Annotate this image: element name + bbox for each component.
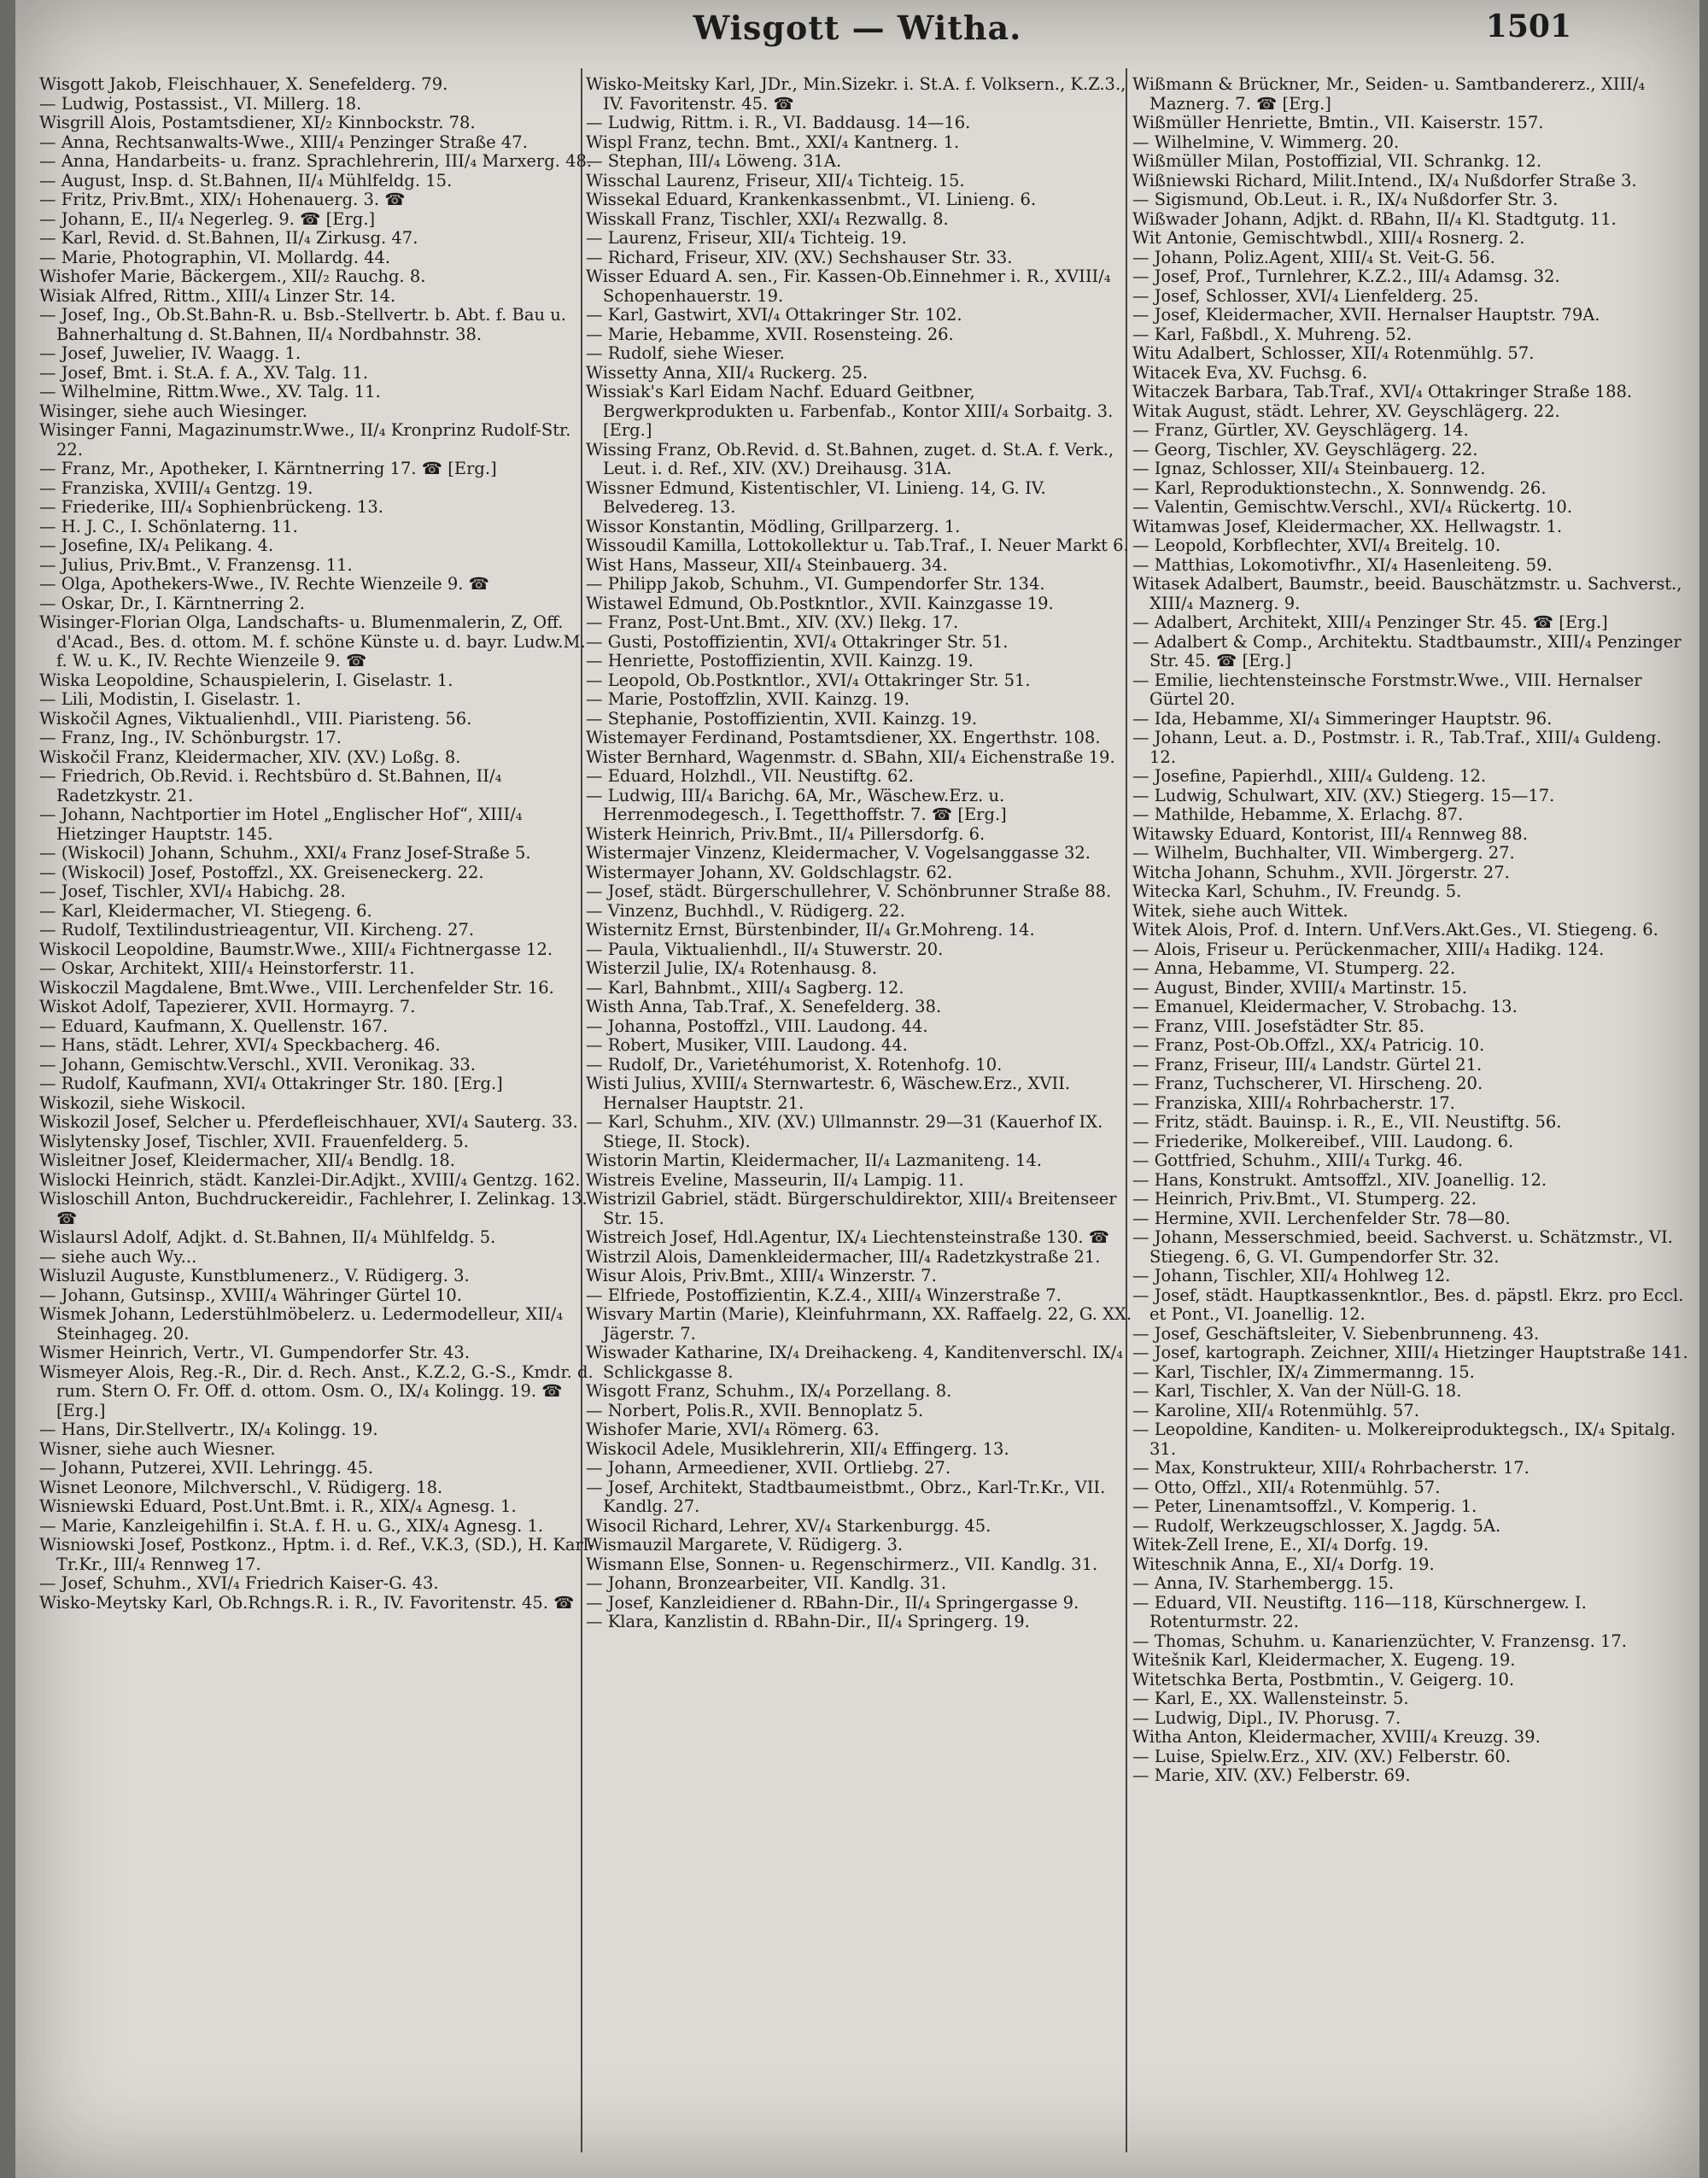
- directory-entry: — Ida, Hebamme, XI/₄ Simmeringer Hauptstr. 96.: [1132, 708, 1553, 729]
- directory-entry: — Karl, Gastwirt, XVI/₄ Ottakringer Str. 102.: [586, 305, 962, 325]
- directory-entry: — Matthias, Lokomotivfhr., XI/₄ Hasenleiteng. 59.: [1132, 554, 1553, 575]
- directory-entry: Wiskozil Josef, Selcher u. Pferdefleischhauer, XVI/₄ Sauterg. 33.: [39, 1112, 578, 1132]
- directory-entry: — Ludwig, Postassist., VI. Millerg. 18.: [39, 93, 362, 114]
- directory-entry: Wistreich Josef, Hdl.Agentur, IX/₄ Liechtensteinstraße 130. ☎: [586, 1227, 1110, 1247]
- directory-entry: Wisth Anna, Tab.Traf., X. Senefelderg. 38.: [586, 997, 942, 1016]
- directory-entry: — Karl, Tischler, IX/₄ Zimmermanng. 15.: [1132, 1361, 1475, 1382]
- directory-entry: — Henriette, Postoffizientin, XVII. Kainzg. 19.: [586, 651, 974, 670]
- directory-entry: Wißmüller Milan, Postoffizial, VII. Schrankg. 12.: [1132, 151, 1542, 171]
- directory-entry: — H. J. C., I. Schönlaterng. 11.: [39, 516, 298, 536]
- directory-entry: Wistermayer Johann, XV. Goldschlagstr. 62.: [586, 862, 953, 882]
- directory-entry: Wisleitner Josef, Kleidermacher, XII/₄ Bendlg. 18.: [39, 1150, 455, 1170]
- directory-entry: — Stephanie, Postoffizientin, XVII. Kainzg. 19.: [586, 708, 978, 729]
- directory-entry: Wissiak's Karl Eidam Nachf. Eduard Geitbner, Bergwerkprodukten u. Farbenfab., Kontor XIII/₄ Sorbaitg. 3. [Erg.]: [586, 382, 1114, 440]
- directory-entry: — Johann, Gutsinsp., XVIII/₄ Währinger Gürtel 10.: [39, 1285, 462, 1305]
- directory-entry: — Josef, Ing., Ob.St.Bahn-R. u. Bsb.-Stellvertr. b. Abt. f. Bau u. Bahnerhaltung d. St.Bahnen, II/₄ Nordbahnstr. 38.: [39, 305, 566, 344]
- directory-entry: Wisinger-Florian Olga, Landschafts- u. Blumenmalerin, Z, Off. d'Acad., Bes. d. ottom. M. f. schöne Künste u. d. bayr. Ludw.M. f. W. u. K., IV. Rechte Wienzeile 9. ☎: [39, 612, 586, 670]
- directory-entry: — Eduard, VII. Neustiftg. 116—118, Kürschnergew. I. Rotenturmstr. 22.: [1132, 1592, 1587, 1631]
- directory-entry: — Wilhelmine, V. Wimmerg. 20.: [1132, 132, 1400, 152]
- directory-entry: Wispl Franz, techn. Bmt., XXI/₄ Kantnerg. 1.: [586, 132, 960, 152]
- directory-entry: Wisgott Franz, Schuhm., IX/₄ Porzellang. 8.: [586, 1381, 952, 1401]
- directory-entry: — Marie, Kanzleigehilfin i. St.A. f. H. u. G., XIX/₄ Agnesg. 1.: [39, 1515, 544, 1536]
- directory-entry: Wisterk Heinrich, Priv.Bmt., II/₄ Pillersdorfg. 6.: [586, 823, 986, 844]
- directory-entry: — Josef, kartograph. Zeichner, XIII/₄ Hietzinger Hauptstraße 141.: [1132, 1343, 1688, 1362]
- directory-entry: — Karl, Faßbdl., X. Muhreng. 52.: [1132, 324, 1413, 344]
- directory-entry: — Rudolf, Werkzeugschlosser, X. Jagdg. 5A.: [1132, 1515, 1501, 1536]
- directory-entry: Wisgott Jakob, Fleischhauer, X. Senefelderg. 79.: [39, 75, 448, 94]
- directory-entry: Wisloschill Anton, Buchdruckereidir., Fachlehrer, I. Zelinkag. 13. ☎: [39, 1189, 588, 1228]
- directory-entry: — Heinrich, Priv.Bmt., VI. Stumperg. 22.: [1132, 1189, 1477, 1209]
- directory-entry: — Marie, Hebamme, XVII. Rosensteing. 26.: [586, 324, 954, 344]
- directory-entry: — Marie, Postoffzlin, XVII. Kainzg. 19.: [586, 689, 910, 709]
- directory-entry: — Ludwig, III/₄ Barichg. 6A, Mr., Wäschew.Erz. u. Herrenmodegesch., I. Tegetthoffstr. 7. ☎ [Erg.]: [586, 785, 1007, 824]
- directory-entry: Wiskocil Adele, Musiklehrerin, XII/₄ Effingerg. 13.: [586, 1438, 1009, 1459]
- directory-entry: — Karl, E., XX. Wallensteinstr. 5.: [1132, 1689, 1409, 1708]
- directory-entry: — Karoline, XII/₄ Rotenmühlg. 57.: [1132, 1400, 1419, 1420]
- directory-entry: — Hans, Dir.Stellvertr., IX/₄ Kolingg. 19.: [39, 1420, 378, 1439]
- directory-entry: — Olga, Apothekers-Wwe., IV. Rechte Wienzeile 9. ☎: [39, 574, 489, 594]
- directory-entry: Witasek Adalbert, Baumstr., beeid. Bauschätzmstr. u. Sachverst., XIII/₄ Maznerg. 9.: [1132, 574, 1682, 613]
- directory-entry: — Julius, Priv.Bmt., V. Franzensg. 11.: [39, 554, 353, 575]
- directory-entry: Wislytensky Josef, Tischler, XVII. Frauenfelderg. 5.: [39, 1131, 470, 1151]
- directory-entry: — Josef, Tischler, XVI/₄ Habichg. 28.: [39, 881, 346, 901]
- directory-entry: Wisti Julius, XVIII/₄ Sternwartestr. 6, Wäschew.Erz., XVII. Hernalser Hauptstr. 21.: [586, 1074, 1071, 1113]
- directory-entry: Witacek Eva, XV. Fuchsg. 6.: [1132, 362, 1368, 383]
- directory-entry: — Josef, Kleidermacher, XVII. Hernalser Hauptstr. 79A.: [1132, 305, 1600, 325]
- directory-entry: — Franz, Mr., Apotheker, I. Kärntnerring 17. ☎ [Erg.]: [39, 459, 497, 478]
- directory-entry: Wismann Else, Sonnen- u. Regenschirmerz., VII. Kandlg. 31.: [586, 1554, 1098, 1574]
- directory-entry: Wisluzil Auguste, Kunstblumenerz., V. Rüdigerg. 3.: [39, 1266, 470, 1285]
- directory-entry: — Franz, Ing., IV. Schönburgstr. 17.: [39, 728, 342, 747]
- directory-entry: — Karl, Bahnbmt., XIII/₄ Sagberg. 12.: [586, 977, 904, 998]
- directory-entry: — Johann, Messerschmied, beeid. Sachverst. u. Schätzmstr., VI. Stiegeng. 6, G. VI. Gumpendorfer Str. 32.: [1132, 1227, 1673, 1267]
- directory-entry: — Karl, Kleidermacher, VI. Stiegeng. 6.: [39, 900, 372, 921]
- directory-entry: Witu Adalbert, Schlosser, XII/₄ Rotenmühlg. 57.: [1132, 343, 1535, 363]
- directory-entry: Witha Anton, Kleidermacher, XVIII/₄ Kreuzg. 39.: [1132, 1727, 1541, 1747]
- directory-entry: — Josef, Kanzleidiener d. RBahn-Dir., II/₄ Springergasse 9.: [586, 1592, 1079, 1613]
- directory-entry: — Adalbert, Architekt, XIII/₄ Penzinger Str. 45. ☎ [Erg.]: [1132, 612, 1608, 632]
- directory-entry: Wissoudil Kamilla, Lottokollektur u. Tab.Traf., I. Neuer Markt 6.: [586, 536, 1129, 555]
- directory-entry: Wistermajer Vinzenz, Kleidermacher, V. Vogelsanggasse 32.: [586, 843, 1091, 863]
- directory-entry: Wiskozil, siehe Wiskocil.: [39, 1092, 246, 1113]
- directory-entry: Wistreis Eveline, Masseurin, II/₄ Lampig. 11.: [586, 1169, 964, 1190]
- directory-entry: — Leopold, Ob.Postkntlor., XVI/₄ Ottakringer Str. 51.: [586, 670, 1031, 690]
- directory-entry: — Josef, Schlosser, XVI/₄ Lienfelderg. 25.: [1132, 285, 1479, 306]
- directory-entry: — Johann, Putzerei, XVII. Lehringg. 45.: [39, 1458, 374, 1478]
- directory-entry: Witaczek Barbara, Tab.Traf., XVI/₄ Ottakringer Straße 188.: [1132, 382, 1633, 401]
- directory-entry: Wistemayer Ferdinand, Postamtsdiener, XX. Engerthstr. 108.: [586, 728, 1101, 747]
- directory-entry: Wisocil Richard, Lehrer, XV/₄ Starkenburgg. 45.: [586, 1515, 991, 1536]
- directory-entry: — Johann, Tischler, XII/₄ Hohlweg 12.: [1132, 1266, 1451, 1285]
- directory-entry: — Fritz, Priv.Bmt., XIX/₁ Hohenauerg. 3. ☎: [39, 190, 406, 209]
- directory-entry: — Eduard, Holzhdl., VII. Neustiftg. 62.: [586, 766, 915, 786]
- directory-entry: Wisser Eduard A. sen., Fir. Kassen-Ob.Einnehmer i. R., XVIII/₄ Schopenhauerstr. 19.: [586, 266, 1111, 306]
- directory-entry: Wisskall Franz, Tischler, XXI/₄ Rezwallg. 8.: [586, 208, 949, 229]
- directory-entry: — Valentin, Gemischtw.Verschl., XVI/₄ Rückertg. 10.: [1132, 497, 1573, 517]
- directory-entry: Witek, siehe auch Wittek.: [1132, 900, 1348, 921]
- directory-entry: Wißwader Johann, Adjkt. d. RBahn, II/₄ Kl. Stadtgutg. 11.: [1132, 208, 1617, 229]
- directory-entry: Wisvary Martin (Marie), Kleinfuhrmann, XX. Raffaelg. 22, G. XX. Jägerstr. 7.: [586, 1304, 1132, 1344]
- directory-entry: — Otto, Offzl., XII/₄ Rotenmühlg. 57.: [1132, 1477, 1441, 1497]
- directory-entry: Wisterzil Julie, IX/₄ Rotenhausg. 8.: [586, 958, 878, 978]
- directory-entry: — Vinzenz, Buchhdl., V. Rüdigerg. 22.: [586, 900, 905, 921]
- directory-entry: — Josef, städt. Hauptkassenkntlor., Bes. d. päpstl. Ekrz. pro Eccl. et Pont., VI. Joanellig. 12.: [1132, 1285, 1684, 1324]
- directory-entry: Wishofer Marie, Bäckergem., XII/₂ Rauchg. 8.: [39, 266, 426, 286]
- directory-entry: — Josef, Geschäftsleiter, V. Siebenbrunneng. 43.: [1132, 1323, 1540, 1344]
- directory-entry: — Richard, Friseur, XIV. (XV.) Sechshauser Str. 33.: [586, 247, 1013, 267]
- directory-entry: Wismek Johann, Lederstühlmöbelerz. u. Ledermodelleur, XII/₄ Steinhageg. 20.: [39, 1304, 564, 1344]
- directory-entry: — Rudolf, Textilindustrieagentur, VII. Kircheng. 27.: [39, 920, 475, 940]
- directory-entry: — Sigismund, Ob.Leut. i. R., IX/₄ Nußdorfer Str. 3.: [1132, 190, 1559, 209]
- directory-entry: Wißmann & Brückner, Mr., Seiden- u. Samtbandererz., XIII/₄ Maznerg. 7. ☎ [Erg.]: [1132, 75, 1646, 114]
- column-2: [586, 75, 1141, 2168]
- page-number: 1501: [1485, 9, 1571, 44]
- directory-entry: Witek-Zell Irene, E., XI/₄ Dorfg. 19.: [1132, 1535, 1430, 1554]
- directory-entry: — Wilhelmine, Rittm.Wwe., XV. Talg. 11.: [39, 382, 381, 401]
- column-3: [1132, 75, 1689, 2168]
- directory-entry: Wislocki Heinrich, städt. Kanzlei-Dir.Adjkt., XVIII/₄ Gentzg. 162.: [39, 1169, 581, 1190]
- directory-entry: — Hans, städt. Lehrer, XVI/₄ Speckbacherg. 46.: [39, 1035, 441, 1055]
- directory-entry: — Ignaz, Schlosser, XII/₄ Steinbauerg. 12.: [1132, 459, 1486, 478]
- directory-entry: — Peter, Linenamtsoffzl., V. Komperig. 1.: [1132, 1496, 1477, 1516]
- directory-entry: — Johann, Armeediener, XVII. Ortliebg. 27.: [586, 1458, 951, 1478]
- directory-entry: Wisur Alois, Priv.Bmt., XIII/₄ Winzerstr. 7.: [586, 1266, 937, 1285]
- directory-entry: Witeschnik Anna, E., XI/₄ Dorfg. 19.: [1132, 1554, 1435, 1574]
- directory-entry: Wisnet Leonore, Milchverschl., V. Rüdigerg. 18.: [39, 1477, 443, 1497]
- directory-entry: Wisinger Fanni, Magazinumstr.Wwe., II/₄ Kronprinz Rudolf-Str. 22.: [39, 420, 571, 460]
- directory-entry: — Paula, Viktualienhdl., II/₄ Stuwerstr. 20.: [586, 939, 944, 959]
- directory-entry: — Johann, Nachtportier im Hotel „Englischer Hof“, XIII/₄ Hietzinger Hauptstr. 145.: [39, 805, 523, 844]
- directory-entry: — Hermine, XVII. Lerchenfelder Str. 78—80.: [1132, 1208, 1511, 1228]
- directory-entry: — Laurenz, Friseur, XII/₄ Tichteig. 19.: [586, 228, 907, 248]
- running-head: Wisgott — Witha.: [693, 9, 1022, 47]
- directory-entry: — Rudolf, Dr., Varietéhumorist, X. Rotenhofg. 10.: [586, 1054, 1003, 1074]
- directory-entry: — Leopold, Korbflechter, XVI/₄ Breitelg. 10.: [1132, 536, 1501, 555]
- directory-entry: — Elfriede, Postoffizientin, K.Z.4., XIII/₄ Winzerstraße 7.: [586, 1285, 1062, 1305]
- directory-entry: — Friederike, III/₄ Sophienbrückeng. 13.: [39, 497, 383, 517]
- directory-entry: — Johann, Poliz.Agent, XIII/₄ St. Veit-G. 56.: [1132, 247, 1495, 267]
- directory-entry: — siehe auch Wy...: [39, 1246, 197, 1267]
- directory-entry: Wisiak Alfred, Rittm., XIII/₄ Linzer Str. 14.: [39, 285, 396, 306]
- directory-entry: — Josef, städt. Bürgerschullehrer, V. Schönbrunner Straße 88.: [586, 881, 1112, 901]
- directory-entry: Witek Alois, Prof. d. Intern. Unf.Vers.Akt.Ges., VI. Stiegeng. 6.: [1132, 920, 1658, 940]
- directory-entry: — Johann, Gemischtw.Verschl., XVII. Veronikag. 33.: [39, 1054, 476, 1074]
- directory-entry: — Eduard, Kaufmann, X. Quellenstr. 167.: [39, 1016, 389, 1036]
- directory-entry: — (Wiskocil) Josef, Postoffzl., XX. Greiseneckerg. 22.: [39, 862, 484, 882]
- directory-entry: Wisniewski Eduard, Post.Unt.Bmt. i. R., XIX/₄ Agnesg. 1.: [39, 1496, 517, 1516]
- directory-entry: — Franz, Post-Unt.Bmt., XIV. (XV.) Ilekg. 17.: [586, 612, 959, 632]
- directory-entry: — Josefine, Papierhdl., XIII/₄ Guldeng. 12.: [1132, 766, 1487, 786]
- directory-entry: — Oskar, Dr., I. Kärntnerring 2.: [39, 593, 305, 613]
- directory-entry: — Johann, Bronzearbeiter, VII. Kandlg. 31.: [586, 1573, 947, 1593]
- directory-entry: — Rudolf, Kaufmann, XVI/₄ Ottakringer Str. 180. [Erg.]: [39, 1074, 503, 1093]
- directory-entry: — Marie, XIV. (XV.) Felberstr. 69.: [1132, 1765, 1411, 1785]
- directory-entry: — Josef, Prof., Turnlehrer, K.Z.2., III/₄ Adamsg. 32.: [1132, 266, 1560, 286]
- directory-entry: — Josef, Schuhm., XVI/₄ Friedrich Kaiser-G. 43.: [39, 1573, 439, 1593]
- directory-entry: — Karl, Schuhm., XIV. (XV.) Ullmannstr. 29—31 (Kauerhof IX. Stiege, II. Stock).: [586, 1112, 1103, 1151]
- directory-entry: Witawsky Eduard, Kontorist, III/₄ Rennweg 88.: [1132, 823, 1528, 844]
- directory-entry: — Friederike, Molkereibef., VIII. Laudong. 6.: [1132, 1131, 1514, 1151]
- directory-entry: — Johanna, Postoffzl., VIII. Laudong. 44.: [586, 1016, 928, 1036]
- directory-entry: — Franz, Tuchscherer, VI. Hirscheng. 20.: [1132, 1074, 1483, 1093]
- directory-entry: — Leopoldine, Kanditen- u. Molkereiproduktegsch., IX/₄ Spitalg. 31.: [1132, 1420, 1676, 1459]
- directory-entry: — Gusti, Postoffizientin, XVI/₄ Ottakringer Str. 51.: [586, 631, 1009, 652]
- directory-entry: — Johann, E., II/₄ Negerleg. 9. ☎ [Erg.]: [39, 208, 376, 229]
- directory-entry: — Mathilde, Hebamme, X. Erlachg. 87.: [1132, 805, 1464, 824]
- directory-entry: Wislaursl Adolf, Adjkt. d. St.Bahnen, II/₄ Mühlfeldg. 5.: [39, 1227, 496, 1247]
- directory-entry: — Wilhelm, Buchhalter, VII. Wimbergerg. 27.: [1132, 843, 1515, 863]
- directory-entry: — Karl, Reproduktionstechn., X. Sonnwendg. 26.: [1132, 477, 1547, 498]
- directory-entry: — Marie, Photographin, VI. Mollardg. 44.: [39, 247, 391, 267]
- directory-entry: Wister Bernhard, Wagenmstr. d. SBahn, XII/₄ Eichenstraße 19.: [586, 746, 1115, 767]
- directory-entry: — Rudolf, siehe Wieser.: [586, 343, 785, 363]
- directory-entry: Wismeyer Alois, Reg.-R., Dir. d. Rech. Anst., K.Z.2, G.-S., Kmdr. d. rum. Stern O. Fr. Off. d. ottom. Osm. O., IX/₄ Kolingg. 19. ☎ [Erg.]: [39, 1361, 594, 1420]
- directory-entry: — Luise, Spielw.Erz., XIV. (XV.) Felberstr. 60.: [1132, 1746, 1512, 1766]
- directory-entry: — Gottfried, Schuhm., XIII/₄ Turkg. 46.: [1132, 1150, 1464, 1170]
- directory-entry: — Emilie, liechtensteinsche Forstmstr.Wwe., VIII. Hernalser Gürtel 20.: [1132, 670, 1642, 709]
- directory-entry: — Josef, Juwelier, IV. Waagg. 1.: [39, 343, 301, 363]
- directory-entry: — Anna, IV. Starhembergg. 15.: [1132, 1573, 1395, 1593]
- directory-entry: — August, Insp. d. St.Bahnen, II/₄ Mühlfeldg. 15.: [39, 170, 453, 190]
- directory-entry: Wiskočil Agnes, Viktualienhdl., VIII. Piaristeng. 56.: [39, 708, 472, 729]
- directory-entry: — Robert, Musiker, VIII. Laudong. 44.: [586, 1035, 908, 1055]
- directory-entry: Wiskoczil Magdalene, Bmt.Wwe., VIII. Lerchenfelder Str. 16.: [39, 977, 554, 998]
- directory-entry: Wißmüller Henriette, Bmtin., VII. Kaiserstr. 157.: [1132, 113, 1544, 132]
- directory-entry: — Philipp Jakob, Schuhm., VI. Gumpendorfer Str. 134.: [586, 574, 1045, 594]
- directory-entry: — Stephan, III/₄ Löweng. 31A.: [586, 151, 842, 171]
- directory-entry: — Ludwig, Rittm. i. R., VI. Baddausg. 14—16.: [586, 113, 971, 132]
- directory-entry: — Ludwig, Schulwart, XIV. (XV.) Stiegerg. 15—17.: [1132, 785, 1555, 805]
- directory-entry: Wisinger, siehe auch Wiesinger.: [39, 401, 307, 421]
- directory-entry: — Fritz, städt. Bauinsp. i. R., E., VII. Neustiftg. 56.: [1132, 1112, 1562, 1132]
- directory-entry: Wiskočil Franz, Kleidermacher, XIV. (XV.) Loßg. 8.: [39, 746, 461, 767]
- directory-entry: Wisniowski Josef, Postkonz., Hptm. i. d. Ref., V.K.3, (SD.), H. Karl-Tr.Kr., III/₄ Rennweg 17.: [39, 1535, 594, 1574]
- directory-entry: — Lili, Modistin, I. Giselastr. 1.: [39, 689, 301, 709]
- directory-entry: Wismer Heinrich, Vertr., VI. Gumpendorfer Str. 43.: [39, 1343, 471, 1362]
- directory-entry: Witamwas Josef, Kleidermacher, XX. Hellwagstr. 1.: [1132, 516, 1563, 536]
- directory-entry: Wistrzil Alois, Damenkleidermacher, III/₄ Radetzkystraße 21.: [586, 1246, 1101, 1267]
- directory-entry: — Karl, Revid. d. St.Bahnen, II/₄ Zirkusg. 47.: [39, 228, 418, 248]
- directory-page: [15, 0, 1699, 2178]
- directory-entry: Wisternitz Ernst, Bürstenbinder, II/₄ Gr.Mohreng. 14.: [586, 920, 1035, 940]
- directory-entry: Witecka Karl, Schuhm., IV. Freundg. 5.: [1132, 881, 1462, 901]
- directory-entry: — Franz, Post-Ob.Offzl., XX/₄ Patricig. 10.: [1132, 1035, 1485, 1055]
- directory-entry: — Johann, Leut. a. D., Postmstr. i. R., Tab.Traf., XIII/₄ Guldeng. 12.: [1132, 728, 1662, 767]
- directory-entry: Witetschka Berta, Postbmtin., V. Geigerg. 10.: [1132, 1669, 1515, 1689]
- directory-entry: — Franz, Gürtler, XV. Geyschlägerg. 14.: [1132, 420, 1469, 440]
- directory-entry: — Friedrich, Ob.Revid. i. Rechtsbüro d. St.Bahnen, II/₄ Radetzkystr. 21.: [39, 766, 502, 805]
- directory-entry: — Franz, VIII. Josefstädter Str. 85.: [1132, 1016, 1424, 1036]
- directory-entry: Wishofer Marie, XVI/₄ Römerg. 63.: [586, 1420, 880, 1439]
- directory-entry: — Thomas, Schuhm. u. Kanarienzüchter, V. Franzensg. 17.: [1132, 1631, 1628, 1651]
- directory-entry: Wißniewski Richard, Milit.Intend., IX/₄ Nußdorfer Straße 3.: [1132, 170, 1637, 190]
- directory-entry: Wissekal Eduard, Krankenkassenbmt., VI. Linieng. 6.: [586, 190, 1037, 209]
- directory-entry: Wiskot Adolf, Tapezierer, XVII. Hormayrg. 7.: [39, 997, 416, 1016]
- directory-entry: — Emanuel, Kleidermacher, V. Strobachg. 13.: [1132, 997, 1518, 1016]
- directory-entry: — Oskar, Architekt, XIII/₄ Heinstorferstr. 11.: [39, 958, 415, 978]
- directory-entry: Wisschal Laurenz, Friseur, XII/₄ Tichteig. 15.: [586, 170, 965, 190]
- directory-entry: — Adalbert & Comp., Architektu. Stadtbaumstr., XIII/₄ Penzinger Str. 45. ☎ [Erg.]: [1132, 631, 1682, 670]
- directory-entry: Wist Hans, Masseur, XII/₄ Steinbauerg. 34.: [586, 554, 948, 575]
- directory-entry: Witcha Johann, Schuhm., XVII. Jörgerstr. 27.: [1132, 862, 1510, 882]
- directory-entry: Wissetty Anna, XII/₄ Ruckerg. 25.: [586, 362, 869, 383]
- directory-entry: — Hans, Konstrukt. Amtsoffzl., XIV. Joanellig. 12.: [1132, 1169, 1547, 1190]
- directory-entry: Wisko-Meytsky Karl, Ob.Rchngs.R. i. R., IV. Favoritenstr. 45. ☎: [39, 1592, 575, 1613]
- directory-entry: — Anna, Rechtsanwalts-Wwe., XIII/₄ Penzinger Straße 47.: [39, 132, 528, 152]
- directory-entry: — Alois, Friseur u. Perückenmacher, XIII/₄ Hadikg. 124.: [1132, 939, 1605, 959]
- directory-entry: — Karl, Tischler, X. Van der Nüll-G. 18.: [1132, 1381, 1462, 1401]
- directory-entry: — Franziska, XIII/₄ Rohrbacherstr. 17.: [1132, 1092, 1455, 1113]
- directory-entry: — Ludwig, Dipl., IV. Phorusg. 7.: [1132, 1707, 1401, 1728]
- directory-entry: — August, Binder, XVIII/₄ Martinstr. 15.: [1132, 977, 1467, 998]
- directory-entry: Witešnik Karl, Kleidermacher, X. Eugeng. 19.: [1132, 1650, 1516, 1670]
- directory-entry: — Anna, Handarbeits- u. franz. Sprachlehrerin, III/₄ Marxerg. 48.: [39, 151, 593, 171]
- directory-entry: — (Wiskocil) Johann, Schuhm., XXI/₄ Franz Josef-Straße 5.: [39, 843, 531, 863]
- directory-entry: Wissing Franz, Ob.Revid. d. St.Bahnen, zuget. d. St.A. f. Verk., Leut. i. d. Ref., XIV. (XV.) Dreihausg. 31A.: [586, 439, 1114, 478]
- directory-entry: — Josefine, IX/₄ Pelikang. 4.: [39, 536, 274, 555]
- directory-entry: Wistawel Edmund, Ob.Postkntlor., XVII. Kainzgasse 19.: [586, 593, 1054, 613]
- directory-entry: — Franziska, XVIII/₄ Gentzg. 19.: [39, 477, 313, 498]
- directory-entry: Wisko-Meitsky Karl, JDr., Min.Sizekr. i. St.A. f. Volksern., K.Z.3., IV. Favoritenstr. 45. ☎: [586, 75, 1126, 114]
- column-1: [39, 75, 594, 2168]
- directory-entry: — Josef, Architekt, Stadtbaumeistbmt., Obrz., Karl-Tr.Kr., VII. Kandlg. 27.: [586, 1477, 1106, 1516]
- directory-entry: — Anna, Hebamme, VI. Stumperg. 22.: [1132, 958, 1456, 978]
- directory-entry: Wisner, siehe auch Wiesner.: [39, 1438, 276, 1459]
- directory-entry: Witak August, städt. Lehrer, XV. Geyschlägerg. 22.: [1132, 401, 1560, 421]
- directory-entry: Wiskocil Leopoldine, Baumstr.Wwe., XIII/₄ Fichtnergasse 12.: [39, 939, 553, 959]
- directory-entry: Wissor Konstantin, Mödling, Grillparzerg. 1.: [586, 516, 961, 536]
- directory-entry: — Josef, Bmt. i. St.A. f. A., XV. Talg. 11.: [39, 362, 369, 383]
- directory-entry: — Max, Konstrukteur, XIII/₄ Rohrbacherstr. 17.: [1132, 1458, 1530, 1478]
- directory-entry: Wissner Edmund, Kistentischler, VI. Linieng. 14, G. IV. Belvedereg. 13.: [586, 477, 1046, 517]
- directory-entry: — Georg, Tischler, XV. Geyschlägerg. 22.: [1132, 439, 1478, 460]
- directory-entry: — Norbert, Polis.R., XVII. Bennoplatz 5.: [586, 1400, 924, 1420]
- directory-entry: Wistorin Martin, Kleidermacher, II/₄ Lazmaniteng. 14.: [586, 1150, 1042, 1170]
- directory-entry: Wit Antonie, Gemischtwbdl., XIII/₄ Rosnerg. 2.: [1132, 228, 1525, 248]
- directory-entry: Wismauzil Margarete, V. Rüdigerg. 3.: [586, 1535, 904, 1554]
- directory-entry: Wisgrill Alois, Postamtsdiener, XI/₂ Kinnbockstr. 78.: [39, 113, 476, 132]
- directory-entry: Wiswader Katharine, IX/₄ Dreihackeng. 4, Kanditenverschl. IX/₄ Schlickgasse 8.: [586, 1343, 1124, 1382]
- directory-entry: Wiska Leopoldine, Schauspielerin, I. Giselastr. 1.: [39, 670, 453, 690]
- page-header: [15, 9, 1699, 60]
- directory-entry: Wistrizil Gabriel, städt. Bürgerschuldirektor, XIII/₄ Breitenseer Str. 15.: [586, 1189, 1117, 1228]
- directory-entry: — Klara, Kanzlistin d. RBahn-Dir., II/₄ Springerg. 19.: [586, 1612, 1030, 1631]
- directory-entry: — Franz, Friseur, III/₄ Landstr. Gürtel 21.: [1132, 1054, 1483, 1074]
